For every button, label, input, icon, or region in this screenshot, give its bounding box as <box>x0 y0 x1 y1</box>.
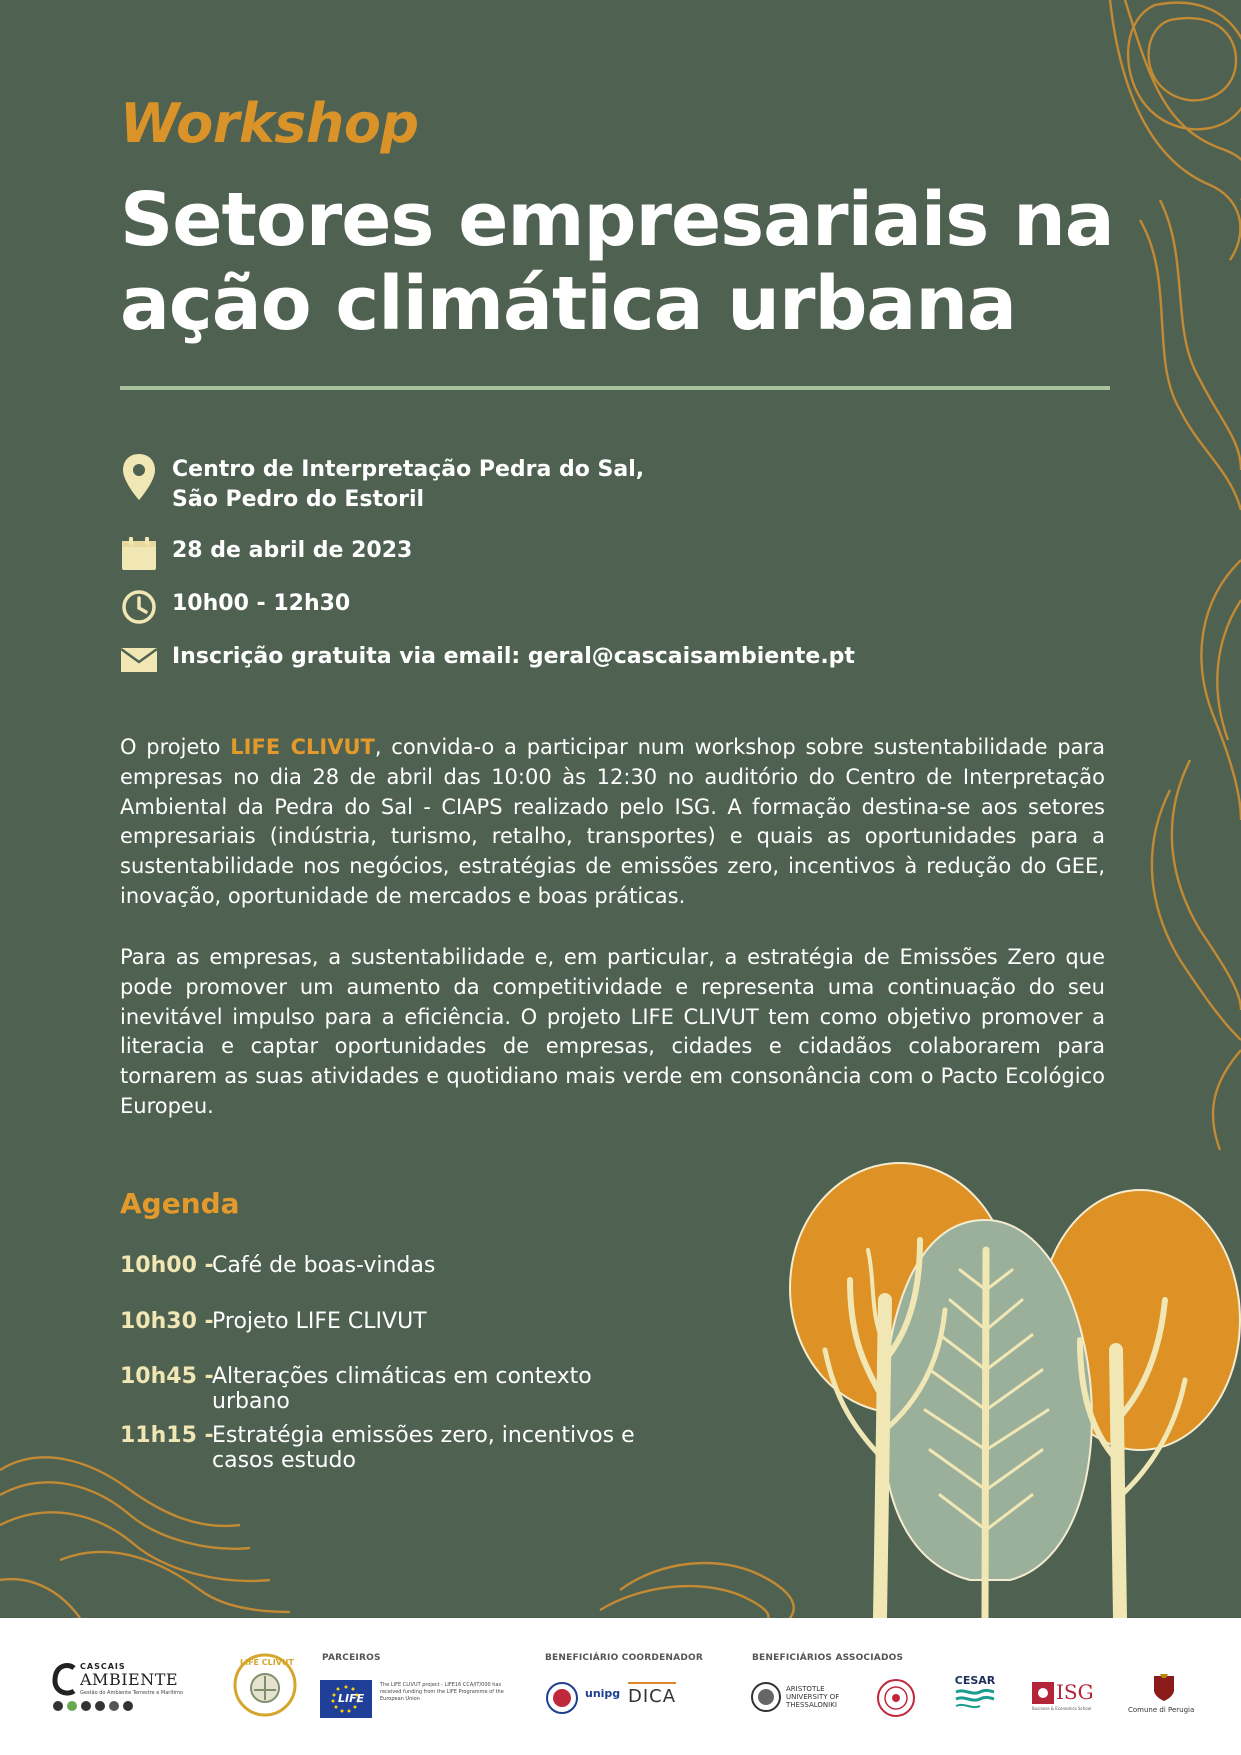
eu-funding-note: The LIFE CLIVUT project - LIFE16 CCA/IT/000 has received funding from the LIFE Programme of the European Union <box>380 1682 504 1702</box>
trees-illustration <box>780 1160 1241 1618</box>
intro-rest: , convida-o a participar num workshop sobre sustentabilidade para empresas no dia 28 de abril das 10:00 às 12:30 no auditório do Centro de Interpretação Ambiental da Pedra do Sal - CIAPS realizado pelo ISG. A formação destina-se aos setores empresariais (indústria, turismo, retalho, transportes) e quais as oportunidades para a sustentabilidade nos negócios, estratégias de emissões zero, incentivos à redução do GEE, inovação, oportunidade de mercados e boas práticas. <box>120 735 1105 908</box>
intro-prefix: O projeto <box>120 735 231 759</box>
unipg-logo <box>545 1681 621 1719</box>
agenda-time: 10h30 - <box>120 1309 214 1334</box>
event-date: 28 de abril de 2023 <box>172 538 413 563</box>
life-text: LIFE <box>338 1692 365 1705</box>
date-row <box>120 532 412 576</box>
cesar-text: CESAR <box>954 1674 996 1687</box>
agenda-item <box>120 1309 672 1334</box>
aristotle-seal-icon <box>750 1681 782 1713</box>
agenda-title: Agenda <box>120 1187 240 1220</box>
registration-text[interactable]: Inscrição gratuita via email: geral@cascaisambiente.pt <box>172 644 855 669</box>
ambiente-text: AMBIENTE <box>80 1670 179 1689</box>
perugia-text: Comune di Perugia <box>1128 1706 1195 1714</box>
cascais-subtitle: Gestão do Ambiente Terrestre e Marítimo <box>80 1690 183 1696</box>
cascais-c-icon <box>52 1662 78 1698</box>
coordinator-label: BENEFICIÁRIO COORDENADOR <box>545 1653 703 1663</box>
sustainability-paragraph: Para as empresas, a sustentabilidade e, em particular, a estratégia de Emissões Zero que pode promover um aumento da competitividade e representa uma continuação do seu inevitável impulso para a eficiência. O projeto LIFE CLIVUT tem como objetivo promover a literacia e captar oportunidades de empresas, cidades e cidadãos colaborarem para tornarem as suas atividades e quotidiano mais verde em consonância com o Pacto Ecológico Europeu. <box>120 945 1105 1118</box>
registration-row <box>120 638 855 682</box>
aristotle-logo <box>750 1681 840 1717</box>
isg-mark-icon <box>1032 1682 1054 1704</box>
location-line-1: Centro de Interpretação Pedra do Sal, <box>172 457 645 482</box>
agenda-item <box>120 1364 672 1414</box>
location-row <box>120 455 644 515</box>
footer-logos <box>0 1618 1241 1755</box>
calendar-icon <box>120 532 158 576</box>
cesar-logo <box>952 1674 998 1713</box>
perugia-crest-icon <box>1152 1672 1176 1702</box>
clock-icon <box>120 585 158 629</box>
isg-subtitle: Business & Economics School <box>1032 1706 1092 1711</box>
cascais-small-text: CASCAIS <box>80 1662 126 1671</box>
eu-flag-icon <box>320 1680 372 1718</box>
title-divider <box>120 386 1110 390</box>
agenda-time: 10h00 - <box>120 1253 214 1278</box>
life-clivut-logo <box>232 1652 298 1718</box>
page-title <box>120 178 1120 346</box>
perugia-logo <box>1128 1672 1198 1714</box>
unipg-text: unipg <box>585 1687 621 1700</box>
unipg-seal-icon <box>545 1681 579 1715</box>
workshop-kicker: Workshop <box>120 92 419 155</box>
agenda-time: 10h45 - <box>120 1364 214 1389</box>
location-pin-icon <box>120 455 158 499</box>
agenda-desc: Café de boas-vindas <box>212 1253 436 1278</box>
agenda-desc: Estratégia emissões zero, incentivos e casos estudo <box>212 1423 635 1473</box>
location-line-2: São Pedro do Estoril <box>172 487 425 512</box>
associates-label: BENEFICIÁRIOS ASSOCIADOS <box>752 1653 904 1663</box>
intro-paragraph <box>120 733 1105 912</box>
project-name-highlight: LIFE CLIVUT <box>230 735 375 759</box>
agenda-time: 11h15 - <box>120 1423 214 1448</box>
agenda-item <box>120 1253 672 1278</box>
dica-logo <box>628 1682 676 1707</box>
partners-label: PARCEIROS <box>322 1653 381 1663</box>
isg-text: ISG <box>1056 1680 1094 1704</box>
aristotle-text: ARISTOTLE UNIVERSITY OF THESSALONIKI <box>786 1685 840 1709</box>
title-line-1: Setores empresariais na <box>120 177 1114 263</box>
agenda-desc: Alterações climáticas em contexto urbano <box>212 1364 592 1414</box>
red-seal-icon <box>876 1678 916 1718</box>
title-line-2: ação climática urbana <box>120 261 1016 347</box>
time-row <box>120 585 350 629</box>
university-seal-logo <box>876 1678 916 1722</box>
agenda-item <box>120 1423 672 1473</box>
event-time: 10h00 - 12h30 <box>172 591 351 616</box>
agenda-desc: Projeto LIFE CLIVUT <box>212 1309 427 1334</box>
email-icon <box>120 638 158 682</box>
cesar-waves-icon <box>952 1687 998 1709</box>
certification-badges-icon <box>52 1700 172 1712</box>
clivut-label: LIFE CLIVUT <box>240 1658 294 1667</box>
dica-text: DICA <box>628 1682 676 1707</box>
